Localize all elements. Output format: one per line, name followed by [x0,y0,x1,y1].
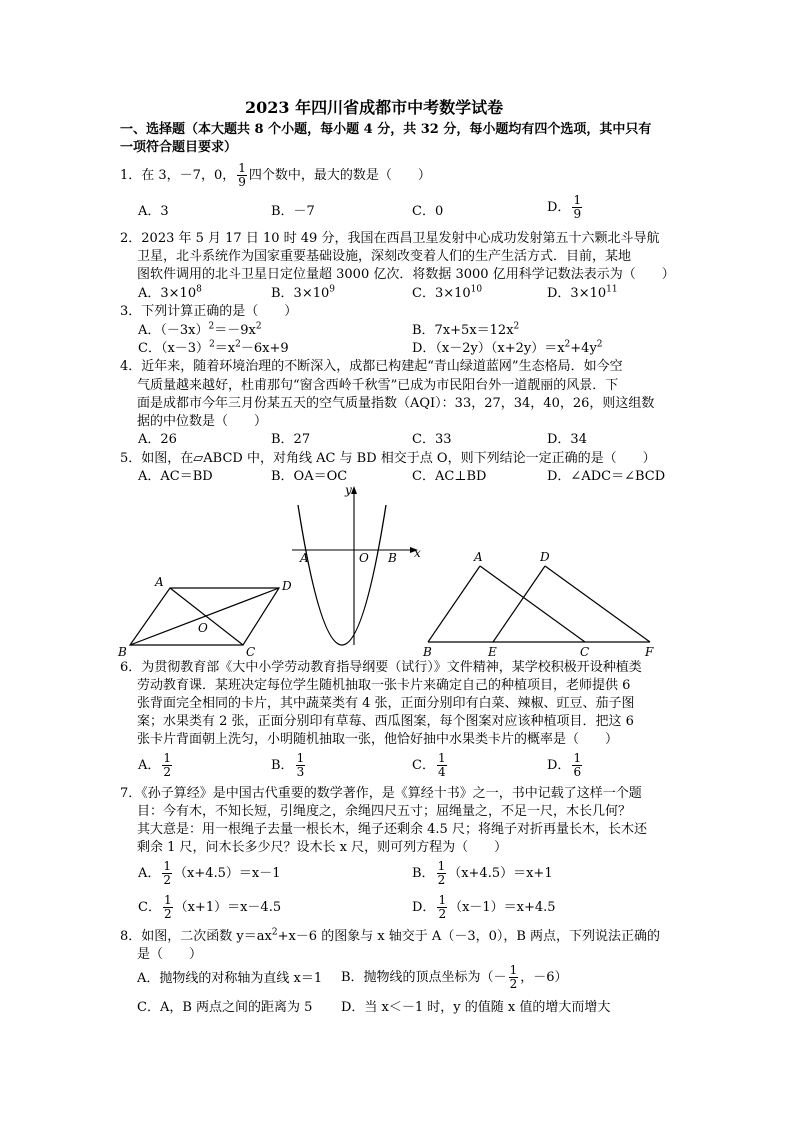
triangles-figure [422,550,654,659]
segment-ba [428,566,480,642]
q8-option-d: D．当 x＜－1 时，y 的值随 x 值的增大而增大 [341,1000,611,1015]
parabola-curve [298,505,386,645]
q8-option-a: A．抛物线的对称轴为直线 x＝1 [137,971,323,986]
question-8-line: 是（ ） [137,947,203,962]
parabola-figure [292,483,421,645]
diagonal-bd [130,588,279,645]
diagonal-ac [170,588,243,645]
page-title: 2023 年四川省成都市中考数学试卷 [245,98,504,117]
q3-option-c: C．$(x-3)^2=x^2-6x+9$ [138,339,289,356]
question-8-line: 8．如图，二次函数 $y=ax^2+x-6$ 的图象与 x 轴交于 A（－3，0），B 两点，下列说法正确的 [120,927,661,944]
section-header-cont: 一项符合题目要求） [120,140,238,155]
question-4-line: 4．近年来，随着环境治理的不断深入，成都已构建起“青山绿道蓝网”生态格局．如今空 [120,359,623,374]
q2-option-b: B．$3\times 10^9$ [271,284,335,301]
fraction: $\frac{1}{9}$ [238,161,246,189]
q6-option-b: B． $\frac{1}{3}$ [271,751,305,779]
section-header: 一、选择题（本大题共 8 个小题，每小题 4 分，共 32 分，每小题均有四个选项，其中只有 [120,122,652,137]
q5-option-c: C．AC⊥BD [412,469,487,484]
question-2-line: 图软件调用的北斗卫星日定位量超 3000 亿次．将数据 3000 亿用科学记数法表示为（ ） [137,267,675,282]
q3-option-b: B．$7x+5x=12x^2$ [412,321,520,338]
question-5-stem: 5．如图，在▱ABCD 中，对角线 AC 与 BD 相交于点 O，则下列结论一定正确的是（ ） [120,451,656,466]
question-4-line: 据的中位数是（ ） [137,414,268,429]
parallelogram-figure [117,575,292,659]
figures [0,480,794,660]
q5-option-d: D．∠ADC＝∠BCD [547,469,666,484]
question-7-line: 7．《孙子算经》是中国古代重要的数学著作，是《算经十书》之一，书中记载了这样一个题 [120,786,642,801]
q6-option-d: D． $\frac{1}{6}$ [547,751,582,779]
q2-option-c: C．$3\times 10^{10}$ [412,284,483,301]
label-o: O [359,551,369,565]
question-2-line: 卫星，北斗系统作为国家重要基础设施，深刻改变着人们的生产生活方式．目前，某地 [137,249,632,264]
label-d: D [540,550,550,564]
q4-option-c: C．33 [412,432,452,447]
label-e: E [488,645,497,659]
question-4-line: 面是成都市今年三月份某五天的空气质量指数（AQI）：33，27，34，40，26，则这组数 [137,396,655,411]
fraction: $\frac{1}{9}$ [573,193,582,221]
label-d: D [282,579,292,593]
q4-option-b: B．27 [271,432,311,447]
q1-option-b: B．－7 [271,204,315,219]
q2-option-a: A．$3\times 10^8$ [138,284,202,301]
q8-option-b: B．抛物线的顶点坐标为（－ $\frac{1}{2}$ ，－6） [341,963,568,991]
label-x: x [414,546,421,560]
label-b: B [118,645,127,659]
q6-option-a: A． $\frac{1}{2}$ [138,751,172,779]
question-7-line: 目：今有木，不知长短，引绳度之，余绳四尺五寸；屈绳量之，不足一尺，木长几何？ [137,804,632,819]
question-7-line: 剩余 1 尺，问木长多少尺？设木长 x 尺，则可列方程为（ ） [137,840,508,855]
question-6-line: 案；水果类有 2 张，正面分别印有草莓、西瓜图案，每个图案对应该种植项目．把这 6 [137,714,634,729]
q2-option-d: D．$3\times 10^{11}$ [547,284,618,301]
q3-option-a: A．$(-3x)^2=-9x^2$ [138,321,262,338]
q7-option-b: B． $\frac{1}{2}$ （x+4.5）＝x+1 [412,859,553,887]
segment-df [545,566,650,642]
question-6-line: 张卡片背面朝上洗匀，小明随机抽取一张，他恰好抽中水果类卡片的概率是（ ） [137,732,619,747]
label-o: O [198,621,208,635]
question-2-line: 2．2023 年 5 月 17 日 10 时 49 分，我国在西昌卫星发射中心成功发射第五十六颗北斗导航 [120,231,660,246]
q8-option-c: C．A，B 两点之间的距离为 5 [137,1000,313,1015]
question-6-line: 劳动教育课．某班决定每位学生随机抽取一张卡片来确定自己的种植项目，老师提供 6 [137,678,631,693]
label-b: B [388,551,397,565]
label-a: A [155,575,164,589]
question-4-line: 气质量越来越好，杜甫那句“窗含西岭千秋雪”已成为市民阳台外一道靓丽的风景．下 [137,378,619,393]
q7-option-c: C． $\frac{1}{2}$ （x+1）＝x－4.5 [138,893,282,921]
label-c: C [246,645,256,659]
question-7-line: 其大意是：用一根绳子去量一根长木，绳子还剩余 4.5 尺；将绳子对折再量长木，长木还 [137,822,647,837]
q1-option-d: D． $\frac{1}{9}$ [547,193,582,221]
q7-option-a: A． $\frac{1}{2}$ （x+4.5）＝x－1 [138,859,281,887]
q5-option-b: B．OA＝OC [271,469,348,484]
label-a: A [300,551,309,565]
question-6-line: 6．为贯彻教育部《大中小学劳动教育指导纲要（试行）》文件精神，某学校积极开设种植类 [120,660,642,675]
q7-option-d: D． $\frac{1}{2}$ （x－1）＝x+4.5 [412,893,556,921]
question-1-stem: 1．在 3，－7，0， $\frac{1}{9}$ 四个数中，最大的数是（ ） [120,161,431,189]
q3-option-d: D．$(x-2y)(x+2y)=x^2+4y^2$ [412,339,603,356]
segment-ac [480,566,585,642]
label-f: F [645,645,654,659]
label-b: B [423,645,432,659]
q4-option-a: A．26 [138,432,177,447]
label-a: A [474,550,483,564]
y-axis-arrow [351,486,357,494]
question-6-line: 张背面完全相同的卡片，其中蔬菜类有 4 张，正面分别印有白菜、辣椒、豇豆、茄子图 [137,696,635,711]
q5-option-a: A．AC＝BD [138,469,213,484]
question-3-stem: 3．下列计算正确的是（ ） [120,304,298,319]
label-c: C [580,645,590,659]
segment-ed [493,566,545,642]
q4-option-d: D．34 [547,432,587,447]
q1-option-c: C．0 [412,204,444,219]
label-y: y [345,483,352,497]
q1-option-a: A．3 [138,204,169,219]
q6-option-c: C． $\frac{1}{4}$ [412,751,446,779]
